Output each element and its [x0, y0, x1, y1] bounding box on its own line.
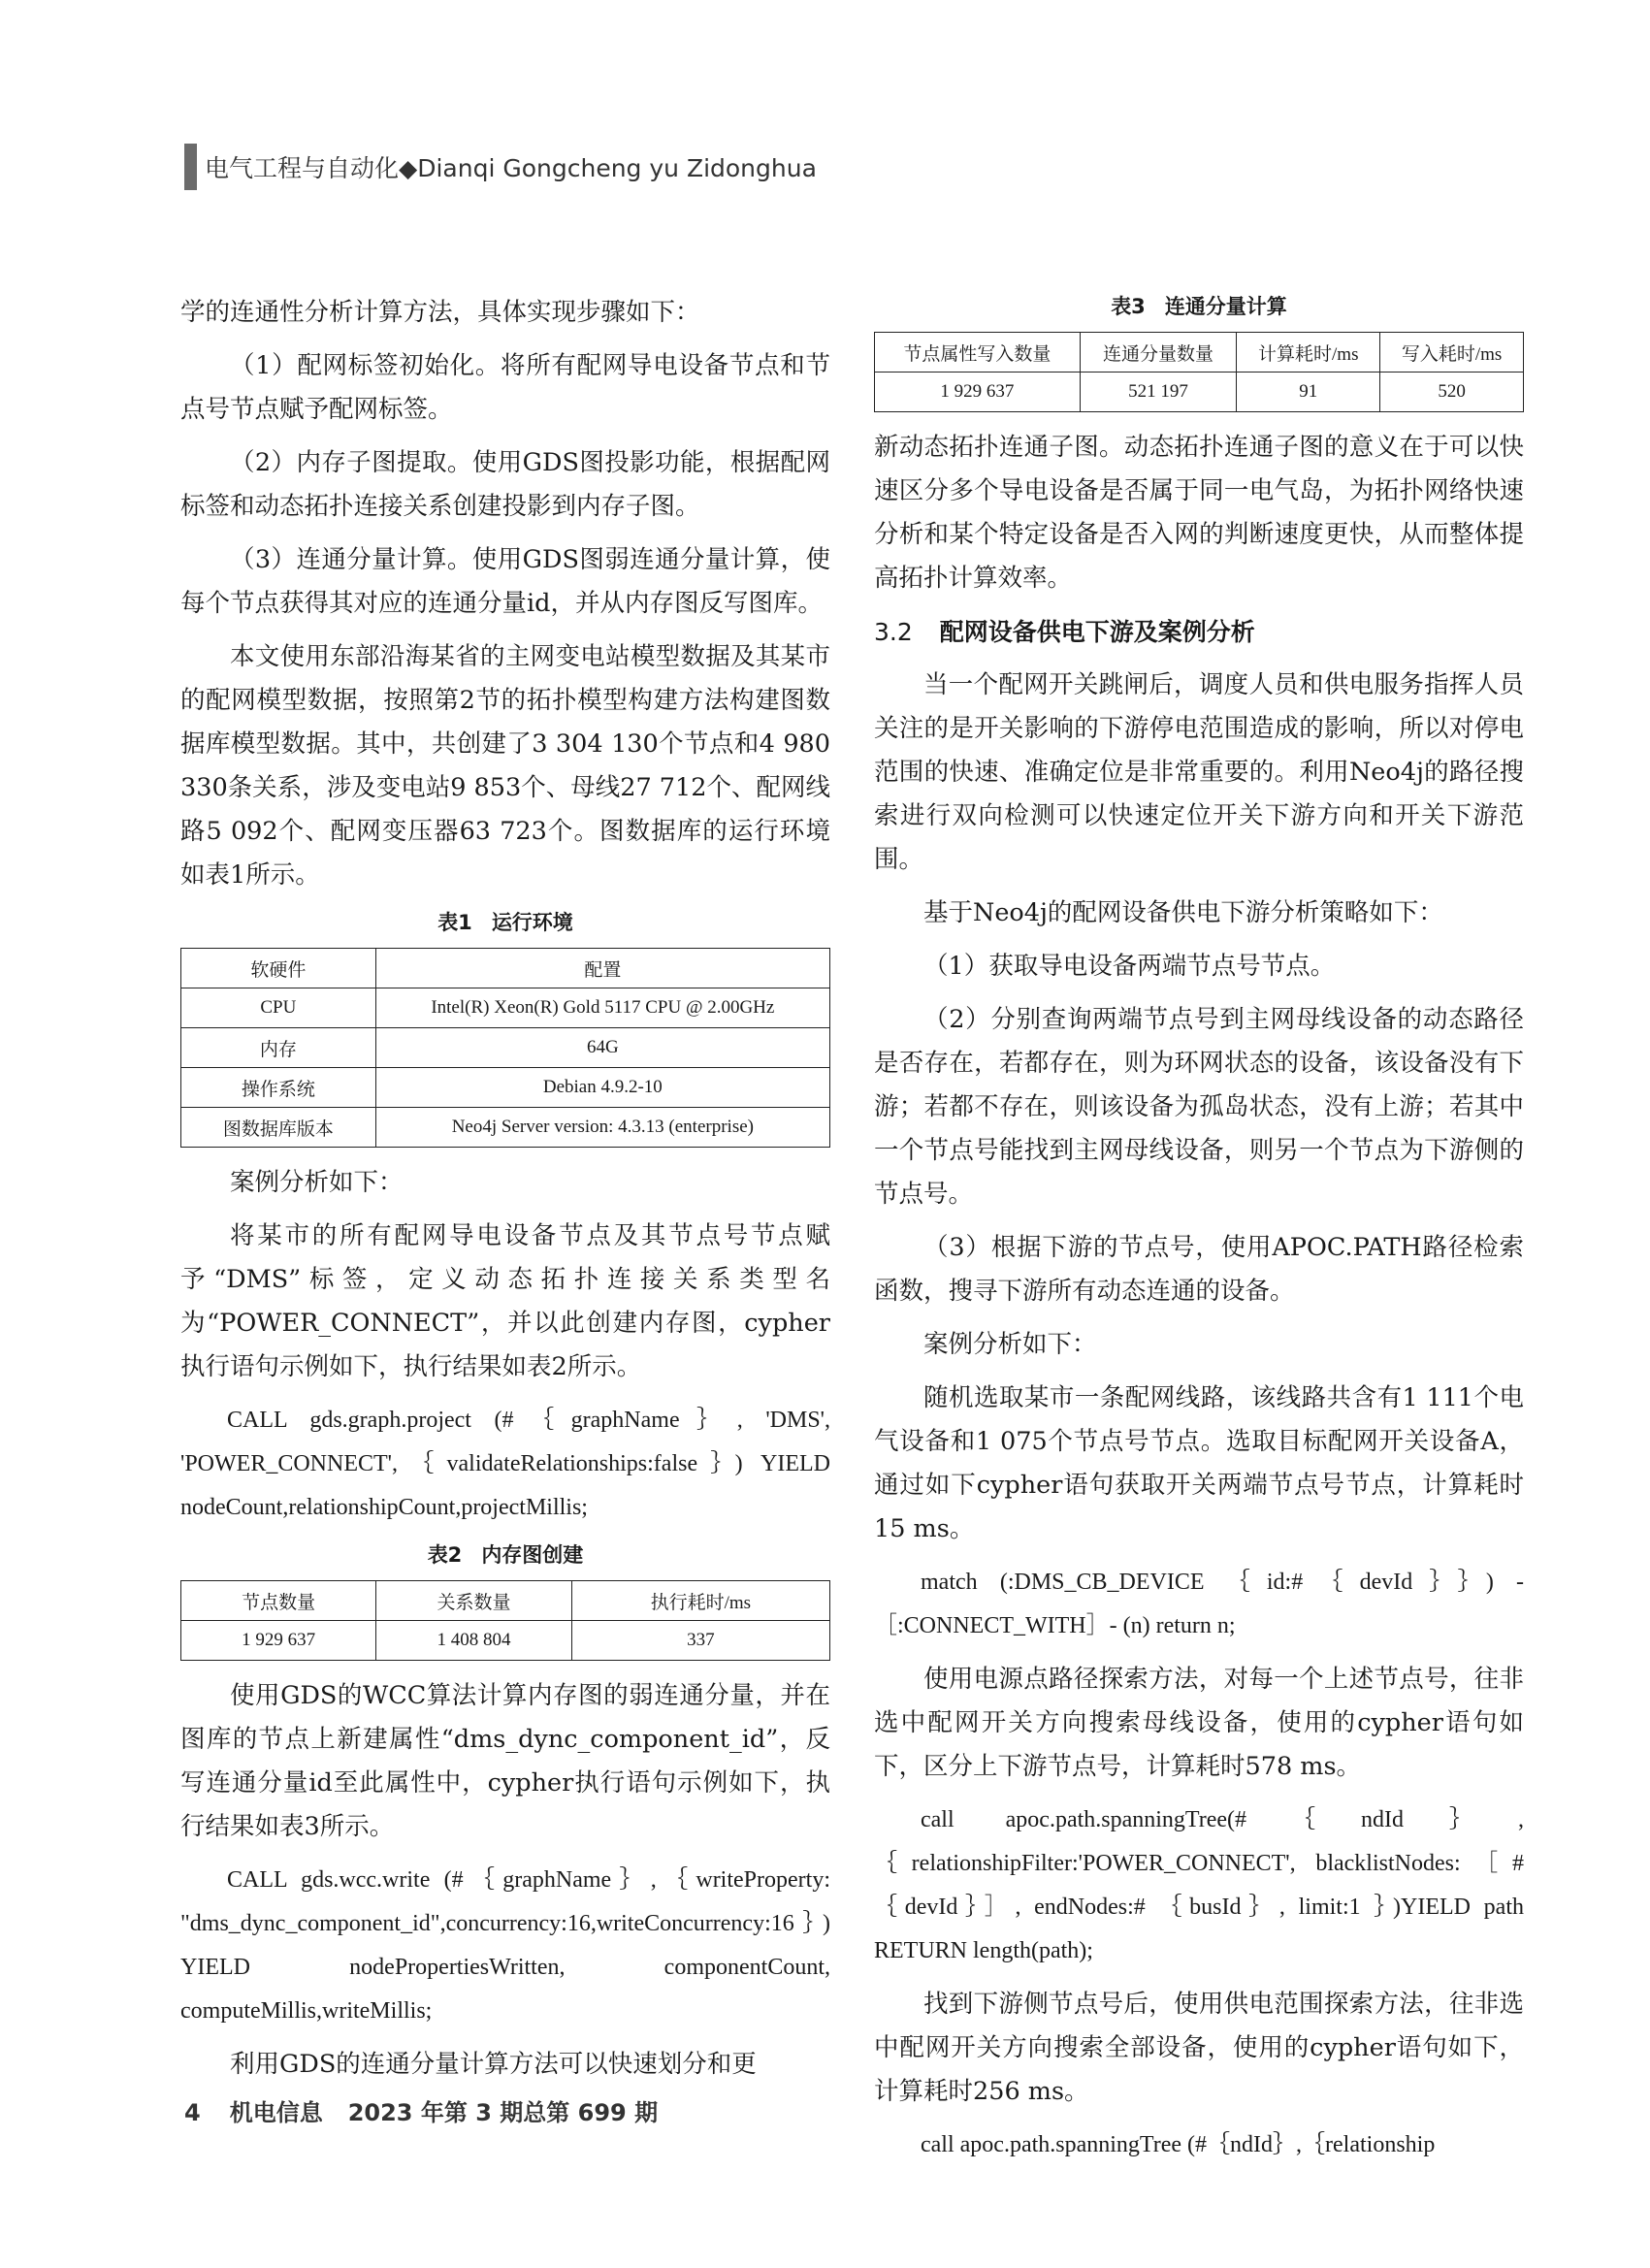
paragraph: 找到下游侧节点号后，使用供电范围探索方法，往非选中配网开关方向搜索全部设备，使用的cypher语句如下，计算耗时256 ms。 — [874, 1990, 1524, 2106]
table-header-cell: 配置 — [375, 949, 829, 988]
table-cell: 内存 — [181, 1028, 376, 1068]
table2-title: 内存图创建 — [481, 1543, 584, 1567]
section-title: 配网设备供电下游及案例分析 — [939, 618, 1255, 646]
table3 — [874, 332, 1524, 412]
paragraph: 随机选取某市一条配网线路，该线路共含有1 111个电气设备和1 075个节点号节点。选取目标配网开关设备A，通过如下cypher语句获取开关两端节点号节点，计算耗时15 ms。 — [874, 1383, 1524, 1543]
table-cell: 1 408 804 — [376, 1621, 571, 1661]
paragraph: （1）获取导电设备两端节点号节点。 — [923, 952, 1336, 981]
running-header — [184, 144, 817, 190]
paragraph: 学的连通性分析计算方法，具体实现步骤如下： — [180, 298, 700, 327]
table1-label: 表1 — [437, 911, 472, 934]
table1 — [180, 948, 830, 1148]
table-header-cell: 写入耗时/ms — [1380, 333, 1524, 373]
table-cell: Intel(R) Xeon(R) Gold 5117 CPU @ 2.00GHz — [375, 988, 829, 1028]
table-header-cell: 软硬件 — [181, 949, 376, 988]
table-header-cell: 节点属性写入数量 — [875, 333, 1081, 373]
table-header-row — [181, 1581, 830, 1621]
table1-title: 运行环境 — [491, 911, 573, 934]
table3-label: 表3 — [1111, 295, 1146, 318]
table-cell: 64G — [375, 1028, 829, 1068]
journal-name: 机电信息 — [229, 2099, 323, 2126]
header-bar — [184, 144, 197, 190]
table-cell: Debian 4.9.2-10 — [375, 1068, 829, 1108]
table2-label: 表2 — [427, 1543, 463, 1567]
table-cell: 337 — [571, 1621, 829, 1661]
table-cell: Neo4j Server version: 4.3.13 (enterprise) — [375, 1108, 829, 1148]
table-cell: 91 — [1237, 373, 1380, 412]
page-footer — [184, 2093, 658, 2127]
code-listing: match (:DMS_CB_DEVICE ｛id:#｛devId｝｝) -［:CONNECT_WITH］- (n) return n; — [874, 1570, 1524, 1638]
paragraph: （1）配网标签初始化。将所有配网导电设备节点和节点号节点赋予配网标签。 — [180, 351, 830, 424]
table3-caption — [874, 291, 1524, 320]
paragraph: （3）根据下游的节点号，使用APOC.PATH路径检索函数，搜寻下游所有动态连通的设备。 — [874, 1233, 1524, 1306]
code-listing: call apoc.path.spanningTree (#｛ndId｝,｛relationship — [921, 2132, 1436, 2157]
table-cell: 1 929 637 — [875, 373, 1081, 412]
code-listing: CALL gds.wcc.write (#｛graphName｝,｛writeProperty: "dms_dync_component_id",concurrency:16,writeConcurrency:16｝) YIELD nodePropertiesWritten, componentCount, computeMillis,writeMillis; — [180, 1867, 830, 2024]
table-cell: CPU — [181, 988, 376, 1028]
paragraph: 案例分析如下： — [230, 1168, 404, 1197]
section-heading — [874, 610, 1524, 654]
right-column — [874, 291, 1524, 2177]
table-header-cell: 节点数量 — [181, 1581, 376, 1621]
table-row — [181, 1068, 830, 1108]
paragraph: 利用GDS的连通分量计算方法可以快速划分和更 — [230, 2050, 757, 2079]
table-cell: 520 — [1380, 373, 1524, 412]
table-header-cell: 关系数量 — [376, 1581, 571, 1621]
table-cell: 图数据库版本 — [181, 1108, 376, 1148]
paragraph: 基于Neo4j的配网设备供电下游分析策略如下： — [923, 898, 1443, 927]
code-listing: call apoc.path.spanningTree(#｛ndId｝,｛relationshipFilter:'POWER_CONNECT', blacklistNodes:［#｛devId｝］, endNodes:# ｛busId｝, limit:1 ｝)YIELD path RETURN length(path); — [874, 1807, 1524, 1963]
left-column — [180, 291, 830, 2096]
table-header-row — [181, 949, 830, 988]
header-text: 电气工程与自动化◆Dianqi Gongcheng yu Zidonghua — [205, 154, 817, 182]
table-header-cell: 计算耗时/ms — [1237, 333, 1380, 373]
paragraph: 将某市的所有配网导电设备节点及其节点号节点赋予“DMS”标签，定义动态拓扑连接关系类型名为“POWER_CONNECT”，并以此创建内存图，cypher执行语句示例如下，执行结果如表2所示。 — [180, 1221, 830, 1381]
table-header-row — [875, 333, 1524, 373]
table-row — [181, 1621, 830, 1661]
table-row — [181, 1028, 830, 1068]
paragraph: 本文使用东部沿海某省的主网变电站模型数据及其某市的配网模型数据，按照第2节的拓扑模型构建方法构建图数据库模型数据。其中，共创建了3 304 130个节点和4 980 330条关系，涉及变电站9 853个、母线27 712个、配网线路5 092个、配网变压器63 723个。图数据库的运行环境如表1所示。 — [180, 642, 830, 890]
table2-caption — [180, 1539, 830, 1569]
table-cell: 521 197 — [1080, 373, 1237, 412]
page-number: 4 — [184, 2099, 201, 2126]
table-row — [181, 1108, 830, 1148]
paragraph: 案例分析如下： — [923, 1330, 1097, 1359]
table3-title: 连通分量计算 — [1164, 295, 1287, 318]
paragraph: （3）连通分量计算。使用GDS图弱连通分量计算，使每个节点获得其对应的连通分量id，并从内存图反写图库。 — [180, 545, 830, 618]
table-header-cell: 执行耗时/ms — [571, 1581, 829, 1621]
issue-info: 2023 年第 3 期总第 699 期 — [347, 2099, 659, 2126]
paragraph: 新动态拓扑连通子图。动态拓扑连通子图的意义在于可以快速区分多个导电设备是否属于同一电气岛，为拓扑网络快速分析和某个特定设备是否入网的判断速度更快，从而整体提高拓扑计算效率。 — [874, 433, 1524, 593]
table-row — [875, 373, 1524, 412]
table-header-cell: 连通分量数量 — [1080, 333, 1237, 373]
paragraph: （2）内存子图提取。使用GDS图投影功能，根据配网标签和动态拓扑连接关系创建投影到内存子图。 — [180, 448, 830, 521]
paragraph: 使用电源点路径探索方法，对每一个上述节点号，往非选中配网开关方向搜索母线设备，使用的cypher语句如下，区分上下游节点号，计算耗时578 ms。 — [874, 1665, 1524, 1781]
paragraph: 当一个配网开关跳闸后，调度人员和供电服务指挥人员关注的是开关影响的下游停电范围造成的影响，所以对停电范围的快速、准确定位是非常重要的。利用Neo4j的路径搜索进行双向检测可以快速定位开关下游方向和开关下游范围。 — [874, 670, 1524, 874]
table1-caption — [180, 907, 830, 936]
code-listing: CALL gds.graph.project (#｛graphName｝, 'DMS', 'POWER_CONNECT',｛validateRelationships:false｝) YIELD nodeCount,relationshipCount,projectMillis; — [180, 1408, 830, 1520]
section-number: 3.2 — [874, 618, 913, 646]
table2 — [180, 1580, 830, 1661]
paragraph: 使用GDS的WCC算法计算内存图的弱连通分量，并在图库的节点上新建属性“dms_dync_component_id”，反写连通分量id至此属性中，cypher执行语句示例如下，执行结果如表3所示。 — [180, 1681, 830, 1841]
table-cell: 1 929 637 — [181, 1621, 376, 1661]
table-cell: 操作系统 — [181, 1068, 376, 1108]
paragraph: （2）分别查询两端节点号到主网母线设备的动态路径是否存在，若都存在，则为环网状态的设备，该设备没有下游；若都不存在，则该设备为孤岛状态，没有上游；若其中一个节点号能找到主网母线设备，则另一个节点为下游侧的节点号。 — [874, 1005, 1524, 1209]
table-row — [181, 988, 830, 1028]
